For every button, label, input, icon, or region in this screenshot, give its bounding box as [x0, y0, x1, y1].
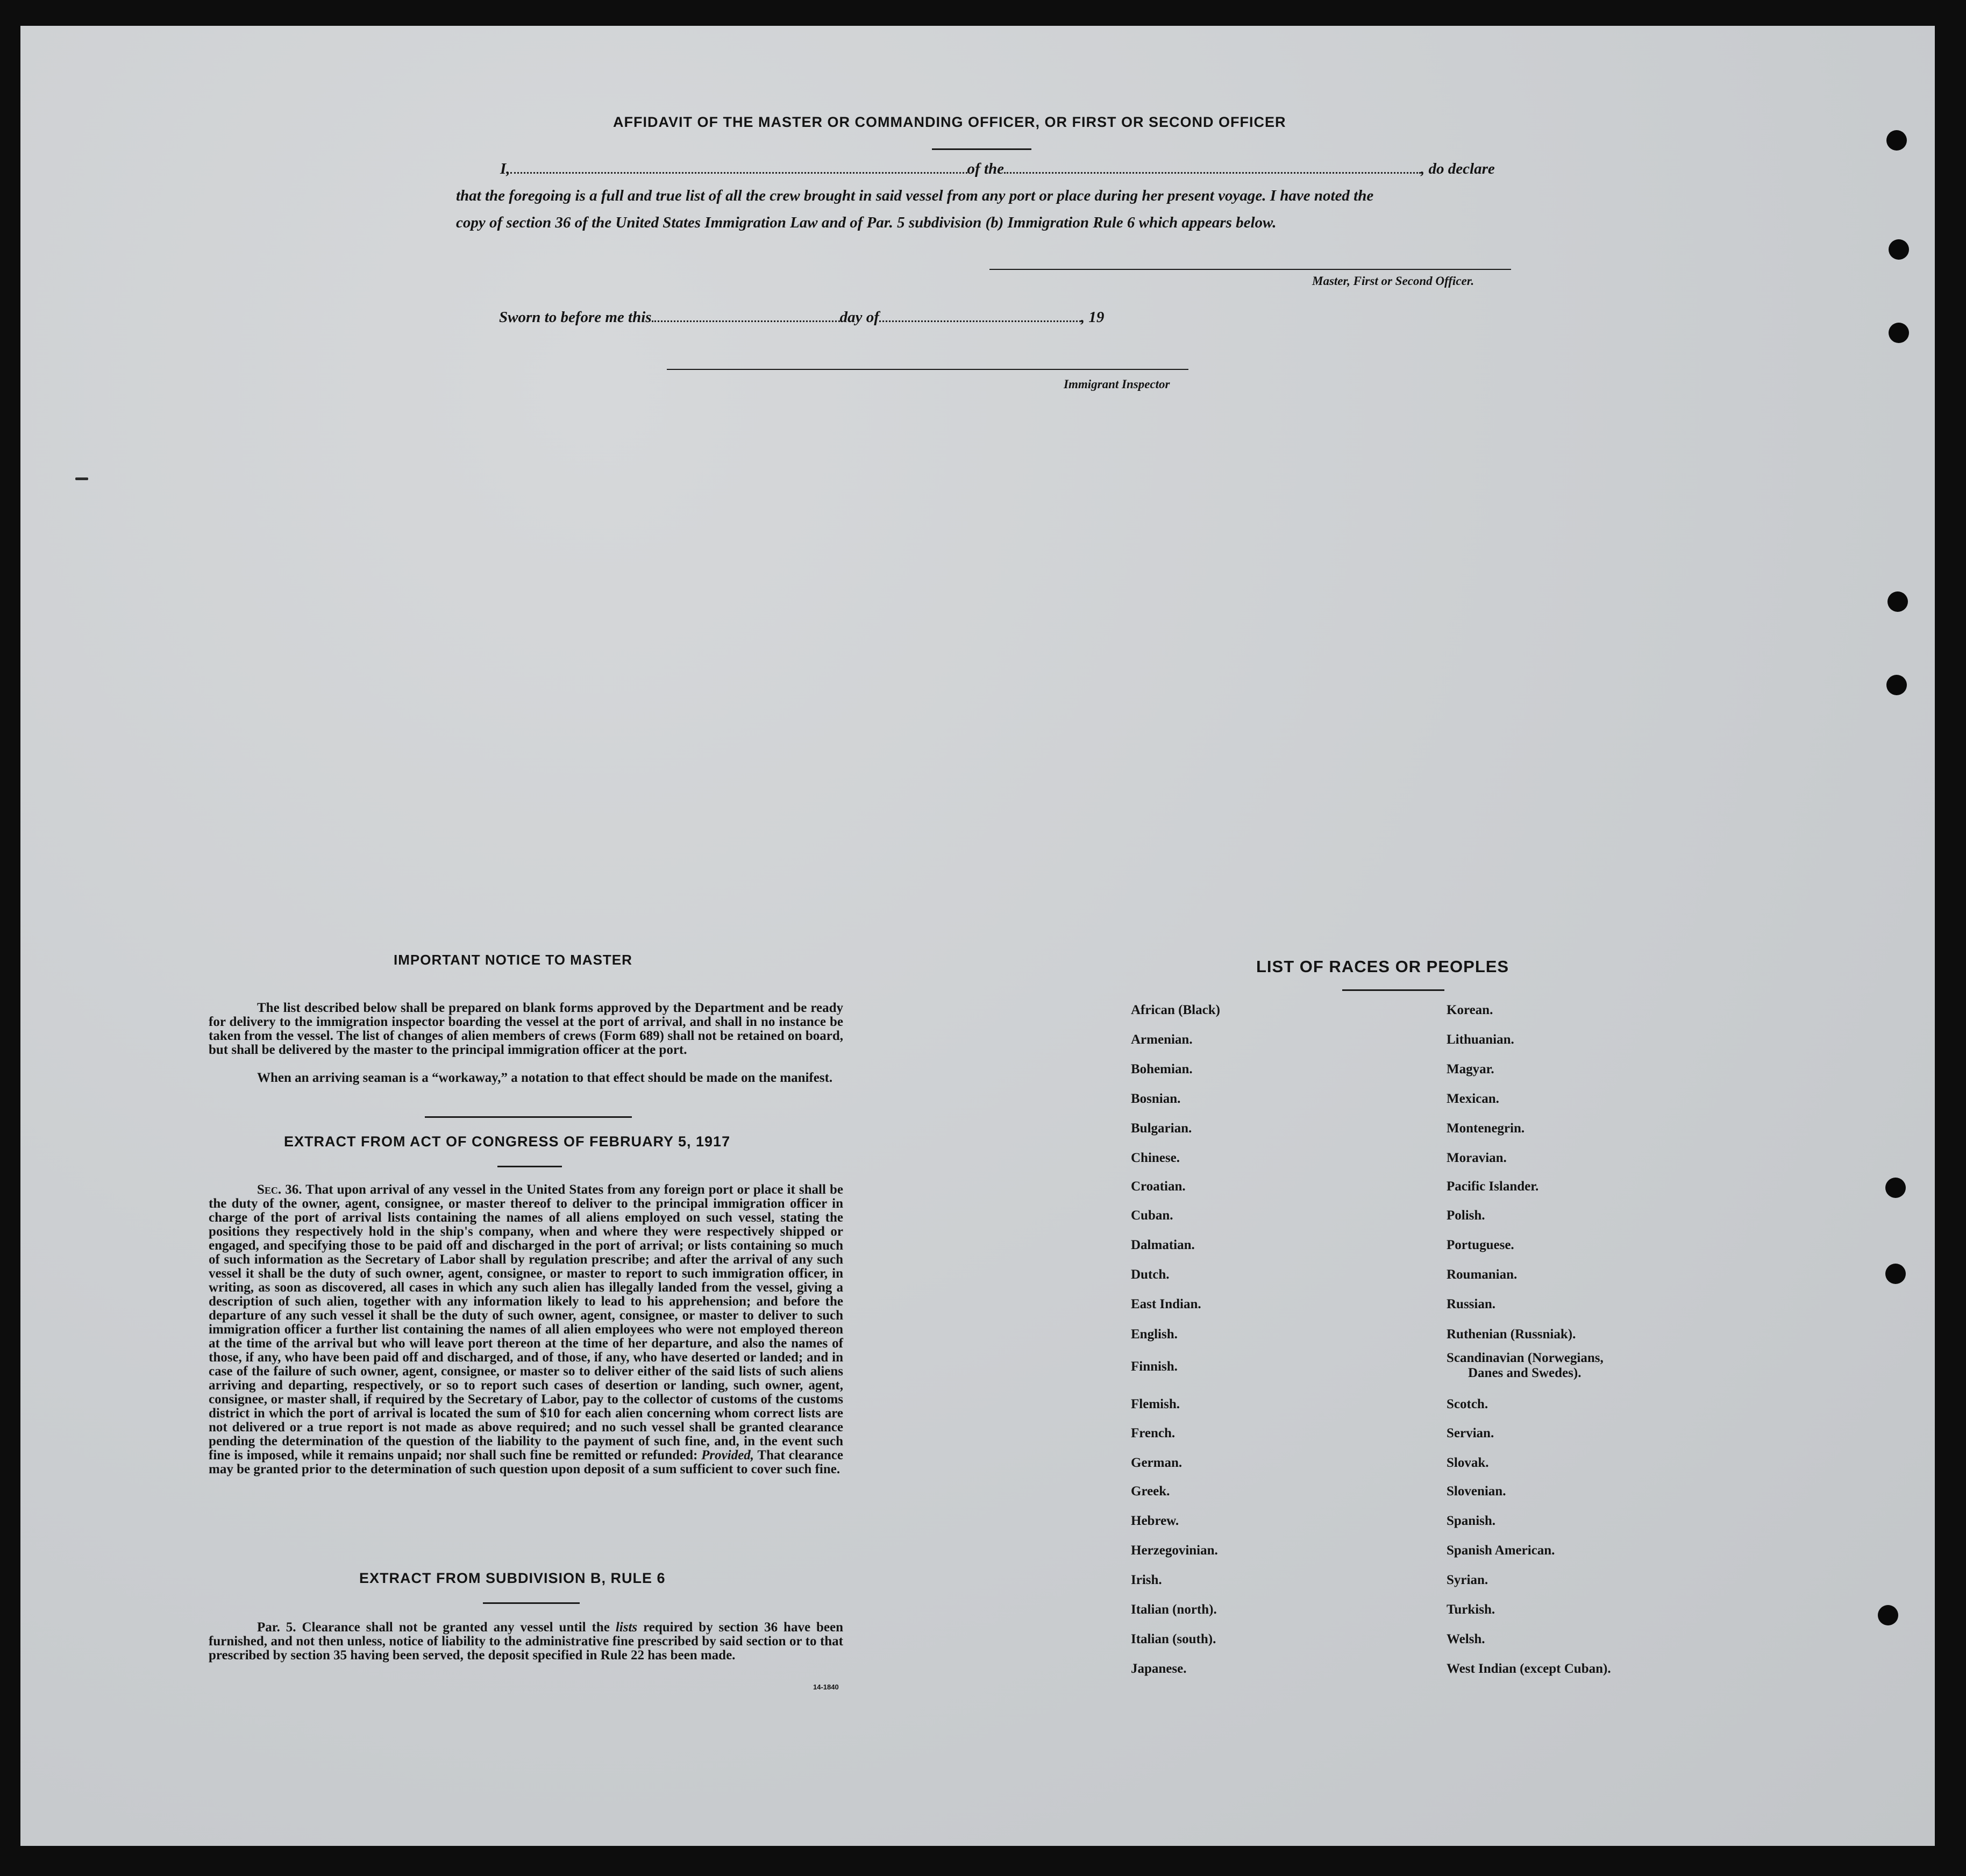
race-list-item: Dalmatian. — [1131, 1238, 1195, 1252]
notice-para1: The list described below shall be prepared on blank forms approved by the Department and be ready for delivery to the immigration inspector boarding the vessel at the port of arrival, and shall in no instance be taken from the vessel. The list of changes of alien members of crews (Form 689) shall not be retained on board, but shall be delivered by the master to the principal immigration officer at the port. — [209, 1001, 843, 1057]
race-list-item: Dutch. — [1131, 1267, 1170, 1282]
race-list-item: Herzegovinian. — [1131, 1543, 1218, 1558]
race-list-item: Polish. — [1447, 1208, 1485, 1223]
race-list-item: Croatian. — [1131, 1179, 1186, 1194]
punch-hole — [1878, 1605, 1898, 1625]
inspector-caption: Immigrant Inspector — [1064, 377, 1170, 391]
rule-text-b: required by section 36 have been furnished, and not then unless, notice of liability to the administrative fine prescribed by said section or to that prescribed by section 35 having been served, the deposit specified in Rule 22 has been made. — [209, 1620, 844, 1663]
signature-caption: Master, First or Second Officer. — [1312, 274, 1474, 288]
notice-para2: When an arriving seaman is a “workaway,” a notation to that effect should be made on the manifest. — [257, 1071, 833, 1085]
race-list-item: Turkish. — [1447, 1602, 1495, 1617]
race-list-item: Korean. — [1447, 1003, 1493, 1017]
race-list-item: Lithuanian. — [1447, 1032, 1514, 1047]
signature-line[interactable] — [989, 269, 1511, 270]
race-list-item: Ruthenian (Russniak). — [1447, 1327, 1576, 1342]
lists-word: lists — [615, 1620, 638, 1635]
race-list-item: Scandinavian (Norwegians, — [1447, 1351, 1604, 1365]
race-list-item: Cuban. — [1131, 1208, 1173, 1223]
race-list-item: Danes and Swedes). — [1468, 1366, 1582, 1380]
race-list-item: Pacific Islander. — [1447, 1179, 1539, 1194]
punch-hole — [1885, 1178, 1906, 1198]
race-list-item: Spanish American. — [1447, 1543, 1555, 1558]
provided-word: Provided, — [701, 1448, 754, 1463]
race-list-item: Bohemian. — [1131, 1062, 1193, 1076]
section-body: That upon arrival of any vessel in the United States from any foreign port or place it shall be the duty of the owner, agent, consignee, or master thereof to deliver to the principal immigration officer in charge of the port of arrival lists containing the names of all aliens employed on such vessel, stating the positions they respectively hold in the ship's company, when and where they were respectively shipped or engaged, and specifying those to be paid off and discharged in the port of arrival; or lists containing so much of such information as the Secretary of Labor shall by regulation prescribe; and after the arrival of any such vessel it shall be the duty of such owner, agent, consignee, or master to report to such immigration officer, in writing, as soon as discovered, all cases in which any such alien has illegally landed from the vessel, giving a description of such alien, together with any information likely to lead to his apprehension; and before the departure of any such vessel it shall be the duty of such owner, agent, consignee, or master to deliver to such immigration officer a further list containing the names of all alien employees who were not employed thereon at the time of the arrival but who will leave port thereon at the time of her departure, and also the names of those, if any, who have been paid off and discharged, and of those, if any, who have deserted or landed; and in case of the failure of such owner, agent, consignee, or master so to deliver either of the said lists of such aliens arriving and departing, respectively, or so to report such cases of desertion or landing, such owner, agent, consignee, or master shall, if required by the Secretary of Labor, pay to the collector of customs of the customs district in which the port of arrival is located the sum of $10 for each alien concerning whom correct lists are not delivered or a true report is not made as above required; and no such vessel shall be granted clearance pending the determination of the question of the liability to the payment of such fine, and, in the event such fine is imposed, while it remains unpaid; nor shall such fine be remitted or refunded: — [209, 1182, 843, 1463]
race-list-item: Bosnian. — [1131, 1092, 1181, 1106]
punch-hole — [1889, 239, 1909, 260]
race-list-item: French. — [1131, 1426, 1176, 1440]
race-list-item: Slovenian. — [1447, 1484, 1506, 1499]
affidavit-declare-label: , do declare — [1421, 160, 1495, 177]
race-list-item: Roumanian. — [1447, 1267, 1518, 1282]
race-list-item: Syrian. — [1447, 1573, 1488, 1587]
punch-hole — [1887, 591, 1908, 612]
affidavit-line1 — [500, 160, 1495, 178]
rule-heading: EXTRACT FROM SUBDIVISION B, RULE 6 — [359, 1570, 666, 1586]
vessel-blank-field[interactable] — [1004, 172, 1421, 174]
sworn-line — [499, 309, 1104, 326]
affidavit-heading: AFFIDAVIT OF THE MASTER OR COMMANDING OFFICER, OR FIRST OR SECOND OFFICER — [613, 114, 1286, 130]
race-list-item: Japanese. — [1131, 1661, 1187, 1676]
punch-hole — [1885, 1264, 1906, 1284]
divider — [425, 1116, 632, 1118]
race-list-item: Slovak. — [1447, 1456, 1489, 1470]
race-list-item: Welsh. — [1447, 1632, 1485, 1646]
race-list-item: Moravian. — [1447, 1151, 1507, 1165]
race-list-item: Servian. — [1447, 1426, 1494, 1440]
race-list-item: Finnish. — [1131, 1359, 1178, 1374]
race-list-item: Flemish. — [1131, 1397, 1180, 1411]
divider — [932, 148, 1031, 150]
affidavit-of-the-label: of the — [967, 160, 1005, 177]
race-list-item: Armenian. — [1131, 1032, 1193, 1047]
sworn-day-of: day of — [839, 309, 879, 326]
race-list-item: Magyar. — [1447, 1062, 1494, 1076]
races-heading: LIST OF RACES OR PEOPLES — [1256, 957, 1509, 976]
divider — [483, 1602, 580, 1604]
name-blank-field[interactable] — [510, 172, 967, 174]
rule-text-a: Par. 5. Clearance shall not be granted any vessel until the — [257, 1620, 610, 1635]
act-section-36-text — [209, 1183, 843, 1476]
race-list-item: English. — [1131, 1327, 1178, 1342]
section-label: Sec. 36. — [257, 1182, 302, 1197]
race-list-item: Greek. — [1131, 1484, 1170, 1499]
race-list-item: Irish. — [1131, 1573, 1162, 1587]
race-list-item: Russian. — [1447, 1297, 1496, 1311]
inspector-signature-line[interactable] — [667, 369, 1188, 370]
punch-hole — [1889, 323, 1909, 343]
race-list-item: Spanish. — [1447, 1514, 1496, 1528]
sworn-month-field[interactable] — [879, 320, 1081, 322]
race-list-item: Bulgarian. — [1131, 1121, 1192, 1136]
document-page — [20, 26, 1935, 1846]
race-list-item: West Indian (except Cuban). — [1447, 1661, 1611, 1676]
race-list-item: East Indian. — [1131, 1297, 1201, 1311]
affidavit-i-label: I, — [500, 160, 510, 177]
race-list-item: Scotch. — [1447, 1397, 1488, 1411]
punch-hole — [1886, 130, 1907, 151]
ink-mark — [75, 477, 88, 480]
race-list-item: German. — [1131, 1456, 1183, 1470]
race-list-item: Chinese. — [1131, 1151, 1180, 1165]
race-list-item: Italian (north). — [1131, 1602, 1217, 1617]
race-list-item: African (Black) — [1131, 1003, 1220, 1017]
rule-par5-text — [209, 1621, 843, 1663]
section-body-end: That clearance may be granted prior to the determination of such question upon deposit of a sum sufficient to cover such fine. — [209, 1448, 843, 1476]
affidavit-line3: copy of section 36 of the United States Immigration Law and of Par. 5 subdivision (b) Immigration Rule 6 which appears below. — [456, 214, 1277, 231]
race-list-item: Italian (south). — [1131, 1632, 1216, 1646]
sworn-year: , 19 — [1080, 309, 1105, 326]
race-list-item: Mexican. — [1447, 1092, 1499, 1106]
punch-hole — [1886, 675, 1907, 695]
sworn-day-field[interactable] — [652, 320, 840, 322]
notice-heading: IMPORTANT NOTICE TO MASTER — [394, 952, 632, 968]
affidavit-line2: that the foregoing is a full and true list of all the crew brought in said vessel from any port or place during her present voyage. I have noted the — [456, 187, 1374, 204]
race-list-item: Portuguese. — [1447, 1238, 1514, 1252]
sworn-prefix: Sworn to before me this — [499, 309, 652, 326]
divider — [1342, 989, 1444, 991]
race-list-item: Hebrew. — [1131, 1514, 1179, 1528]
form-number: 14-1840 — [813, 1683, 839, 1691]
act-heading: EXTRACT FROM ACT OF CONGRESS OF FEBRUARY 5, 1917 — [284, 1133, 731, 1150]
divider — [497, 1166, 562, 1167]
race-list-item: Montenegrin. — [1447, 1121, 1525, 1136]
